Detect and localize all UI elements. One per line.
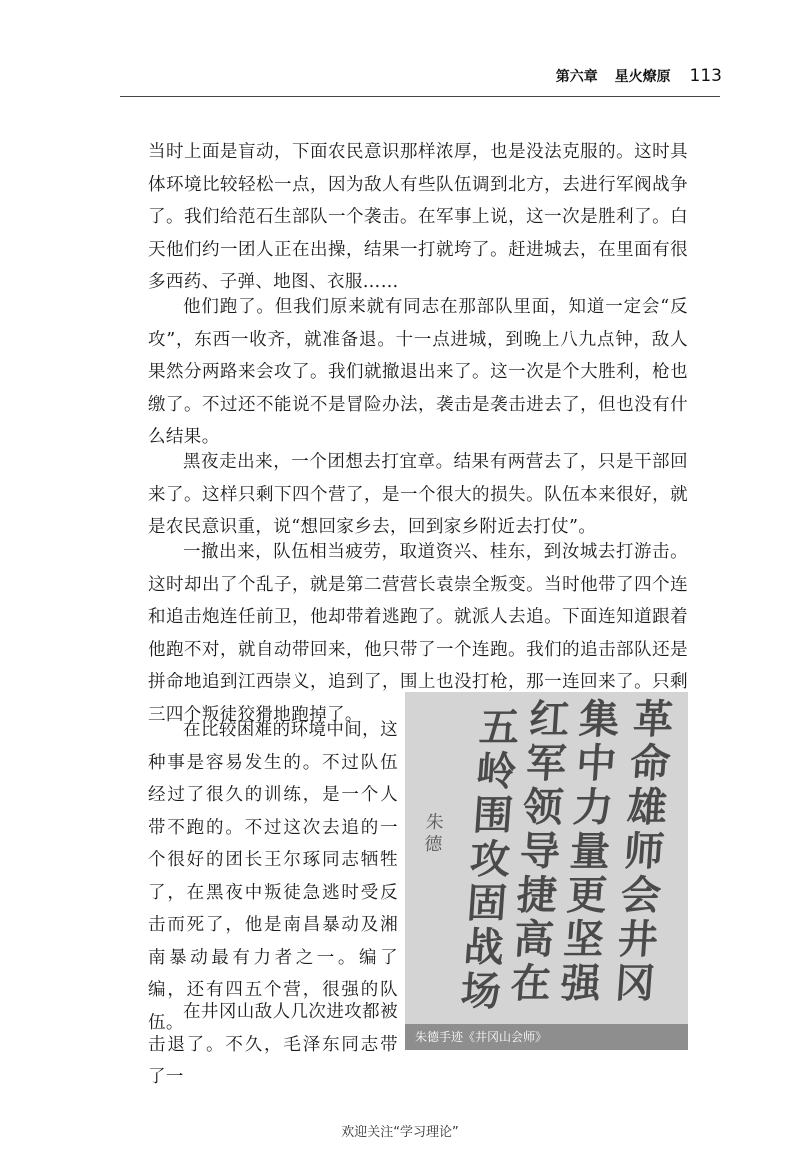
calligraphy-line-1: 革命雄师会井冈 — [613, 696, 675, 1007]
calligraphy-line-3: 红军领导捷高在 — [509, 696, 571, 1007]
page-footer: 欢迎关注“学习理论” — [341, 1125, 459, 1140]
paragraph-1: 当时上面是盲动，下面农民意识那样浓厚，也是没法克服的。这时具体环境比较轻松一点，因为敌人有些队伍调到北方，去进行军阀战争了。我们给范石生部队一个袭击。在军事上说，这一次是胜利了。白天他们约一团人正在出操，结果一打就垮了。赶进城去，在里面有很多西药、子弹、地图、衣服…… — [148, 142, 688, 292]
paragraph-4: 一撤出来，队伍相当疲劳，取道资兴、桂东，到汝城去打游击。这时却出了个乱子，就是第二营营长袁崇全叛变。当时他带了四个连和追击炮连任前卫，他却带着逃跑了。就派人去追。下面连知道跟着他跑不对，就自动带回来，他只带了一个连跑。我们的追击部队还是拼命地追到江西崇义，追到了，围上也没打枪，那一连回来了。只剩三四个叛徒狡猾地跑掉了。 — [148, 542, 688, 725]
paragraph-6: 在井冈山敌人几次进攻都被击退了。不久，毛泽东同志带了一 — [148, 1002, 398, 1087]
paragraph-2: 他们跑了。但我们原来就有同志在那部队里面，知道一定会“反攻”，东西一收齐，就准备退。十一点进城，到晚上八九点钟，敌人果然分两路来会攻了。我们就撤退出来了。这一次是个大胜利，枪也缴了。不过还不能说不是冒险办法，袭击是袭击进去了，但也没有什么结果。 — [148, 297, 688, 447]
calligraphy-image — [405, 692, 688, 1024]
calligraphy-line-4: 五岭围攻固战场 — [459, 704, 521, 1015]
chapter-title: 星火燎原 — [614, 69, 671, 85]
calligraphy-line-2: 集中力量更坚强 — [559, 696, 621, 1007]
paragraph-5: 在比较困难的环境中间，这种事是容易发生的。不过队伍经过了很久的训练，是一个人带不跑的。不过这次去追的一个很好的团长王尔琢同志牺牲了，在黑夜中叛徒急逃时受反击而死了，他是南昌暴动及湘南暴动最有力者之一。编了编，还有四五个营，很强的队伍。 — [148, 720, 398, 1033]
paragraph-3: 黑夜走出来，一个团想去打宜章。结果有两营去了，只是干部回来了。这样只剩下四个营了，是一个很大的损失。队伍本来很好，就是农民意识重，说“想回家乡去，回到家乡附近去打仗”。 — [148, 452, 688, 537]
chapter-label: 第六章 — [555, 69, 598, 85]
page-number: 113 — [689, 66, 722, 86]
calligraphy-signature: 朱德 — [423, 812, 445, 855]
header-rule — [120, 96, 720, 97]
page-header — [556, 66, 722, 86]
figure-caption: 朱德手迹《井冈山会师》 — [405, 1024, 688, 1050]
